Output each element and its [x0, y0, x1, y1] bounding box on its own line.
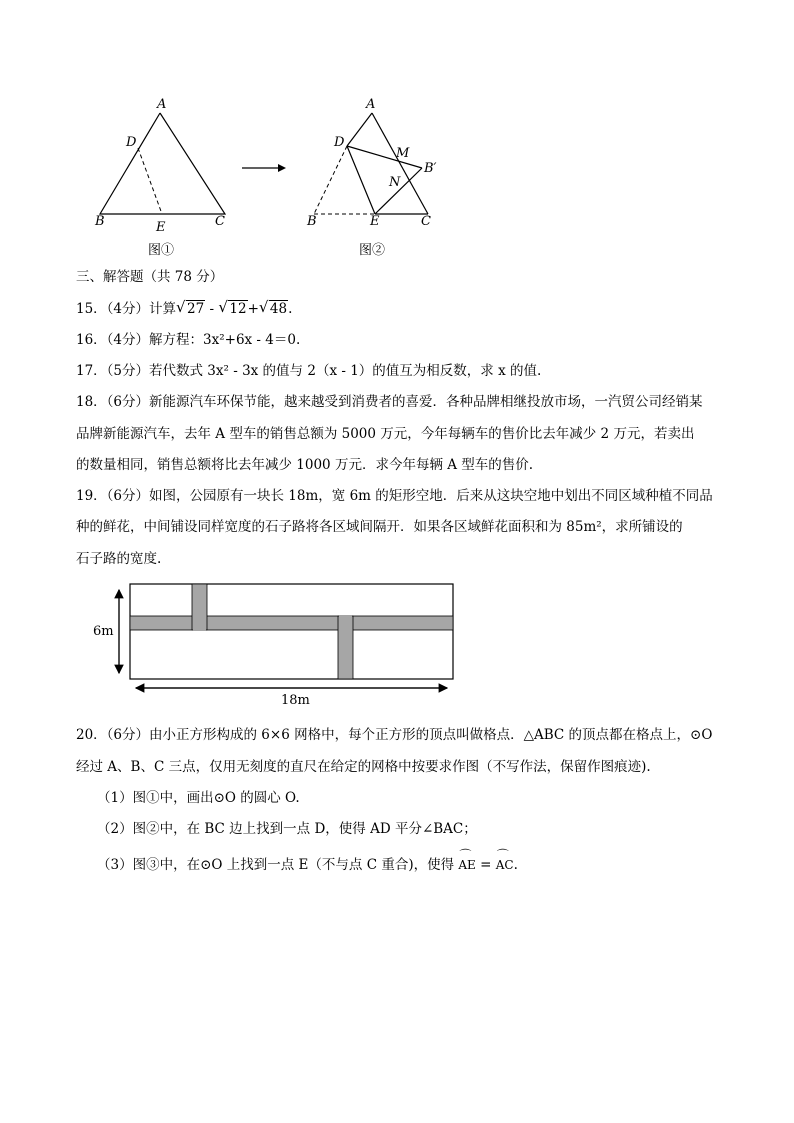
arc-ac: ⌒ AC — [496, 855, 514, 875]
garden-diagram — [105, 578, 465, 706]
question-20-part-2: （2）图②中，在 BC 边上找到一点 D，使得 AD 平分∠BAC； — [97, 821, 477, 837]
question-17: 17．（5分）若代数式 3x² - 3x 的值与 2（x - 1）的值互为相反数，求 x 的值. — [76, 363, 542, 379]
question-18-line-2: 品牌新能源汽车，去年 A 型车的销售总额为 5000 万元，今年每辆车的售价比去年减少 2 万元，若卖出 — [76, 426, 695, 442]
question-20-line-1: 20．（6分）由小正方形构成的 6×6 网格中，每个正方形的顶点叫做格点．△ABC 的顶点都在格点上，⊙O — [76, 727, 713, 743]
label-a: A — [157, 97, 167, 112]
width-label: 18m — [281, 693, 310, 708]
label-m: M — [396, 146, 410, 161]
label-c: C — [421, 214, 431, 229]
label-n: N — [389, 175, 401, 190]
question-16: 16．（4分）解方程：3x²+6x - 4＝0. — [76, 332, 301, 348]
label-a: A — [366, 97, 376, 112]
question-19-line-1: 19．（6分）如图，公园原有一块长 18m，宽 6m 的矩形空地．后来从这块空地中划出不同区域种植不同品 — [76, 488, 713, 504]
question-20-line-2: 经过 A、B、C 三点，仅用无刻度的直尺在给定的网格中按要求作图（不写作法，保留作图痕迹). — [76, 759, 651, 775]
arrow-right-icon — [240, 160, 290, 176]
arc-ae: ⌒ AE — [458, 855, 475, 875]
label-d: D — [126, 135, 137, 150]
question-20-part-1: （1）图①中，画出⊙O 的圆心 O. — [97, 790, 300, 806]
section-heading: 三、解答题（共 78 分） — [76, 269, 224, 285]
question-19-line-3: 石子路的宽度. — [76, 551, 162, 567]
label-b: B — [307, 214, 317, 229]
figure-2-caption: 图② — [359, 243, 386, 258]
label-b: B — [95, 214, 105, 229]
label-c: C — [215, 214, 225, 229]
question-15: 15．（4分）计算√ 27 - √ 12+√ 48. — [76, 299, 292, 319]
label-d: D — [334, 135, 345, 150]
figure-1-caption: 图① — [148, 243, 175, 258]
label-b-prime: B′ — [424, 161, 437, 176]
label-e: E — [370, 214, 380, 229]
height-label: 6m — [93, 624, 114, 639]
label-e: E — [156, 220, 166, 235]
question-18-line-1: 18．（6分）新能源汽车环保节能，越来越受到消费者的喜爱．各种品牌相继投放市场，一汽贸公司经销某 — [76, 394, 703, 410]
question-19-line-2: 种的鲜花，中间铺设同样宽度的石子路将各区域间隔开．如果各区域鲜花面积和为 85m²，求所铺设的 — [76, 519, 683, 535]
question-18-line-3: 的数量相同，销售总额将比去年减少 1000 万元．求今年每辆 A 型车的售价. — [76, 457, 534, 473]
question-20-part-3: （3）图③中，在⊙O 上找到一点 E（不与点 C 重合)，使得 ⌒ AE = ⌒ AC. — [97, 855, 518, 875]
